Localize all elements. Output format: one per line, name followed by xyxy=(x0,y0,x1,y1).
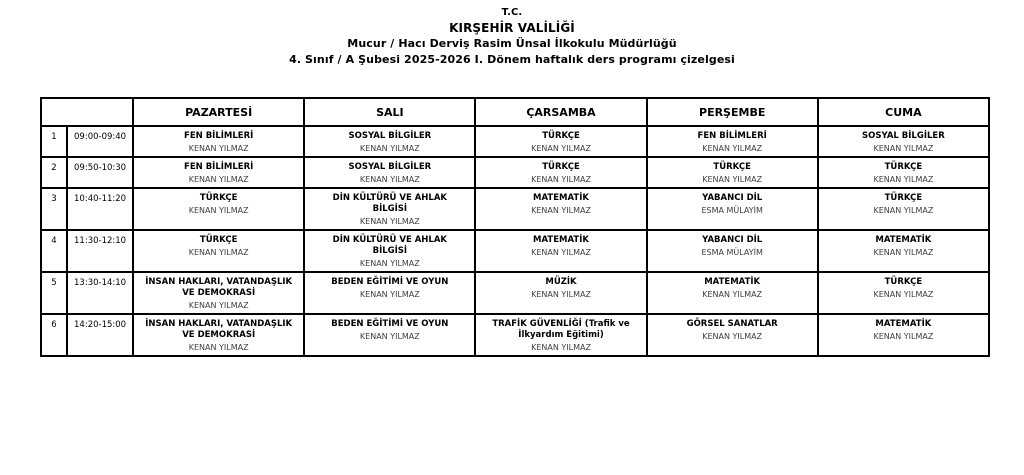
subject-label: YABANCI DİL xyxy=(702,193,763,203)
teacher-label: KENAN YILMAZ xyxy=(359,259,420,268)
teacher-label: KENAN YILMAZ xyxy=(702,332,763,341)
lesson-time: 13:30-14:10 xyxy=(67,272,133,314)
day-header-monday: PAZARTESİ xyxy=(133,98,304,126)
subject-label: YABANCI DİL xyxy=(702,235,763,245)
lesson-cell xyxy=(304,157,475,188)
lesson-cell xyxy=(818,157,989,188)
subject-label: FEN BİLİMLERİ xyxy=(697,131,767,141)
table-row xyxy=(41,157,989,188)
subject-label: TÜRKÇE xyxy=(713,162,751,172)
header-republic-line: T.C. xyxy=(501,7,523,18)
subject-label: SOSYAL BİLGİLER xyxy=(348,131,432,141)
teacher-label: KENAN YILMAZ xyxy=(702,144,763,153)
subject-label: TÜRKÇE xyxy=(199,235,238,245)
lesson-time: 09:00-09:40 xyxy=(67,126,133,157)
lesson-number: 3 xyxy=(41,188,67,230)
subject-label: SOSYAL BİLGİLER xyxy=(862,131,945,141)
teacher-label: KENAN YILMAZ xyxy=(873,175,934,184)
day-header-thursday: PERŞEMBE xyxy=(647,98,818,126)
lesson-number: 6 xyxy=(41,314,67,356)
lesson-cell xyxy=(304,188,475,230)
teacher-label: KENAN YILMAZ xyxy=(702,175,763,184)
document-header xyxy=(0,6,1024,68)
lesson-cell xyxy=(304,126,475,157)
teacher-label: KENAN YILMAZ xyxy=(359,175,420,184)
corner-cell xyxy=(41,98,133,126)
lesson-cell xyxy=(133,188,304,230)
subject-label: BEDEN EĞİTİMİ VE OYUN xyxy=(331,277,449,287)
lesson-cell xyxy=(647,188,818,230)
lesson-cell xyxy=(133,157,304,188)
teacher-label: KENAN YILMAZ xyxy=(702,290,763,299)
subject-label: İNSAN HAKLARI, VATANDAŞLIK VE DEMOKRASİ xyxy=(145,319,293,340)
lesson-cell xyxy=(475,272,646,314)
teacher-label: KENAN YILMAZ xyxy=(531,175,591,184)
lesson-cell xyxy=(475,188,646,230)
lesson-cell xyxy=(647,126,818,157)
subject-label: TÜRKÇE xyxy=(884,162,923,172)
teacher-label: KENAN YILMAZ xyxy=(531,248,591,257)
table-row xyxy=(41,126,989,157)
subject-label: MÜZİK xyxy=(545,277,577,287)
subject-label: GÖRSEL SANATLAR xyxy=(686,319,778,329)
subject-label: TÜRKÇE xyxy=(542,131,580,141)
lesson-number: 2 xyxy=(41,157,67,188)
subject-label: TRAFİK GÜVENLİĞİ (Trafik ve İlkyardım Eğitimi) xyxy=(492,319,630,340)
lesson-cell xyxy=(818,188,989,230)
teacher-label: ESMA MÜLAYİM xyxy=(701,248,763,257)
lesson-time: 11:30-12:10 xyxy=(67,230,133,272)
lesson-cell xyxy=(475,157,646,188)
table-row xyxy=(41,314,989,356)
subject-label: MATEMATİK xyxy=(875,319,932,329)
teacher-label: KENAN YILMAZ xyxy=(359,144,420,153)
lesson-cell xyxy=(304,272,475,314)
subject-label: TÜRKÇE xyxy=(884,193,923,203)
lesson-number: 4 xyxy=(41,230,67,272)
lesson-cell xyxy=(475,314,646,356)
lesson-cell xyxy=(647,157,818,188)
subject-label: TÜRKÇE xyxy=(199,193,238,203)
header-school-line: Mucur / Hacı Derviş Rasim Ünsal İlkokulu Müdürlüğü xyxy=(347,37,677,50)
lesson-cell xyxy=(818,126,989,157)
lesson-cell xyxy=(647,314,818,356)
lesson-cell xyxy=(133,126,304,157)
lesson-cell xyxy=(647,230,818,272)
subject-label: BEDEN EĞİTİMİ VE OYUN xyxy=(331,319,449,329)
teacher-label: KENAN YILMAZ xyxy=(873,290,934,299)
subject-label: FEN BİLİMLERİ xyxy=(184,131,254,141)
lesson-time: 09:50-10:30 xyxy=(67,157,133,188)
subject-label: İNSAN HAKLARI, VATANDAŞLIK VE DEMOKRASİ xyxy=(145,277,293,298)
day-header-tuesday: SALI xyxy=(304,98,475,126)
subject-label: DİN KÜLTÜRÜ VE AHLAK BİLGİSİ xyxy=(332,193,448,214)
lesson-cell xyxy=(304,230,475,272)
table-row xyxy=(41,230,989,272)
lesson-time: 10:40-11:20 xyxy=(67,188,133,230)
teacher-label: KENAN YILMAZ xyxy=(873,206,934,215)
subject-label: MATEMATİK xyxy=(533,235,589,245)
subject-label: DİN KÜLTÜRÜ VE AHLAK BİLGİSİ xyxy=(332,235,448,256)
table-row xyxy=(41,188,989,230)
subject-label: MATEMATİK xyxy=(704,277,761,287)
lesson-cell xyxy=(475,126,646,157)
subject-label: TÜRKÇE xyxy=(884,277,923,287)
lesson-cell xyxy=(304,314,475,356)
table-row xyxy=(41,272,989,314)
header-title-line: 4. Sınıf / A Şubesi 2025-2026 I. Dönem haftalık ders programı çizelgesi xyxy=(289,53,735,66)
subject-label: MATEMATİK xyxy=(533,193,589,203)
lesson-cell xyxy=(647,272,818,314)
lesson-cell xyxy=(133,272,304,314)
lesson-number: 1 xyxy=(41,126,67,157)
teacher-label: KENAN YILMAZ xyxy=(531,144,591,153)
teacher-label: ESMA MÜLAYİM xyxy=(701,206,763,215)
subject-label: TÜRKÇE xyxy=(542,162,580,172)
teacher-label: KENAN YILMAZ xyxy=(531,290,591,299)
teacher-label: KENAN YILMAZ xyxy=(188,343,249,352)
teacher-label: KENAN YILMAZ xyxy=(531,343,591,352)
lesson-cell xyxy=(818,314,989,356)
teacher-label: KENAN YILMAZ xyxy=(531,206,591,215)
teacher-label: KENAN YILMAZ xyxy=(359,217,420,226)
day-header-row xyxy=(41,98,989,126)
lesson-time: 14:20-15:00 xyxy=(67,314,133,356)
lesson-cell xyxy=(475,230,646,272)
teacher-label: KENAN YILMAZ xyxy=(188,206,249,215)
lesson-cell xyxy=(818,230,989,272)
teacher-label: KENAN YILMAZ xyxy=(873,144,934,153)
teacher-label: KENAN YILMAZ xyxy=(873,248,934,257)
teacher-label: KENAN YILMAZ xyxy=(873,332,934,341)
subject-label: FEN BİLİMLERİ xyxy=(184,162,254,172)
teacher-label: KENAN YILMAZ xyxy=(188,301,249,310)
lesson-cell xyxy=(133,230,304,272)
day-header-friday: CUMA xyxy=(818,98,989,126)
teacher-label: KENAN YILMAZ xyxy=(188,248,249,257)
teacher-label: KENAN YILMAZ xyxy=(188,144,249,153)
subject-label: SOSYAL BİLGİLER xyxy=(348,162,432,172)
lesson-cell xyxy=(133,314,304,356)
teacher-label: KENAN YILMAZ xyxy=(359,332,420,341)
teacher-label: KENAN YILMAZ xyxy=(359,290,420,299)
day-header-wednesday: ÇARSAMBA xyxy=(475,98,646,126)
header-governorship-line: KIRŞEHİR VALİLİĞİ xyxy=(449,21,575,35)
lesson-cell xyxy=(818,272,989,314)
lesson-number: 5 xyxy=(41,272,67,314)
subject-label: MATEMATİK xyxy=(875,235,932,245)
weekly-schedule-table xyxy=(40,97,990,357)
teacher-label: KENAN YILMAZ xyxy=(188,175,249,184)
